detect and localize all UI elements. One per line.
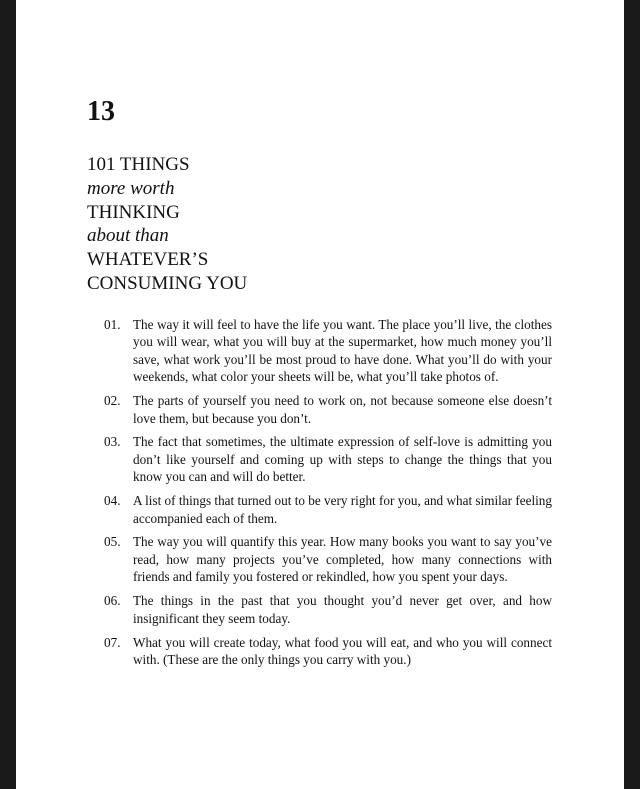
chapter-title-line: CONSUMING YOU xyxy=(87,272,248,294)
list-item-number: 05. xyxy=(104,534,121,550)
list-item-number: 06. xyxy=(104,593,121,609)
list-item xyxy=(104,316,552,386)
list-item-number: 04. xyxy=(104,493,121,509)
list-item-number: 02. xyxy=(104,393,121,409)
chapter-title-line: more worth xyxy=(87,177,175,199)
list-item-text: A list of things that turned out to be very right for you, and what similar feeling accompanied each of them. xyxy=(133,493,552,526)
numbered-list xyxy=(104,316,552,675)
list-item xyxy=(104,492,552,527)
list-item-number: 03. xyxy=(104,434,121,450)
list-item-number: 07. xyxy=(104,634,121,650)
list-item-text: The fact that sometimes, the ultimate expression of self-love is admitting you don’t like yourself and coming up with steps to change the things that you know you can and will do better. xyxy=(133,434,552,485)
list-item xyxy=(104,433,552,485)
chapter-title xyxy=(87,153,247,296)
book-page xyxy=(16,0,624,789)
list-item xyxy=(104,592,552,627)
chapter-title-line: THINKING xyxy=(87,201,180,223)
list-item-number: 01. xyxy=(104,317,121,332)
chapter-title-line: 101 THINGS xyxy=(87,154,190,175)
list-item-text: The parts of yourself you need to work on, not because someone else doesn’t love them, but because you don’t. xyxy=(133,393,552,426)
list-item xyxy=(104,634,552,669)
list-item xyxy=(104,392,552,427)
chapter-title-line: about than xyxy=(87,225,169,247)
list-item xyxy=(104,533,552,585)
chapter-title-line: WHATEVER’S xyxy=(87,249,209,271)
list-item-text: The way it will feel to have the life you want. The place you’ll live, the clothes you will wear, what you will buy at the supermarket, how much money you’ll save, what work you’ll be most proud to have done. What you’ll do with your weekends, what color your sheets will be, what you’ll take photos of. xyxy=(133,317,552,385)
chapter-number: 13 xyxy=(87,96,115,127)
list-item-text: The things in the past that you thought you’d never get over, and how insignificant they seem today. xyxy=(133,593,552,626)
list-item-text: What you will create today, what food you will eat, and who you will connect with. (These are the only things you carry with you.) xyxy=(133,634,552,667)
list-item-text: The way you will quantify this year. How many books you want to say you’ve read, how many projects you’ve completed, how many connections with friends and family you fostered or rekindled, how you spent your days. xyxy=(133,534,552,585)
